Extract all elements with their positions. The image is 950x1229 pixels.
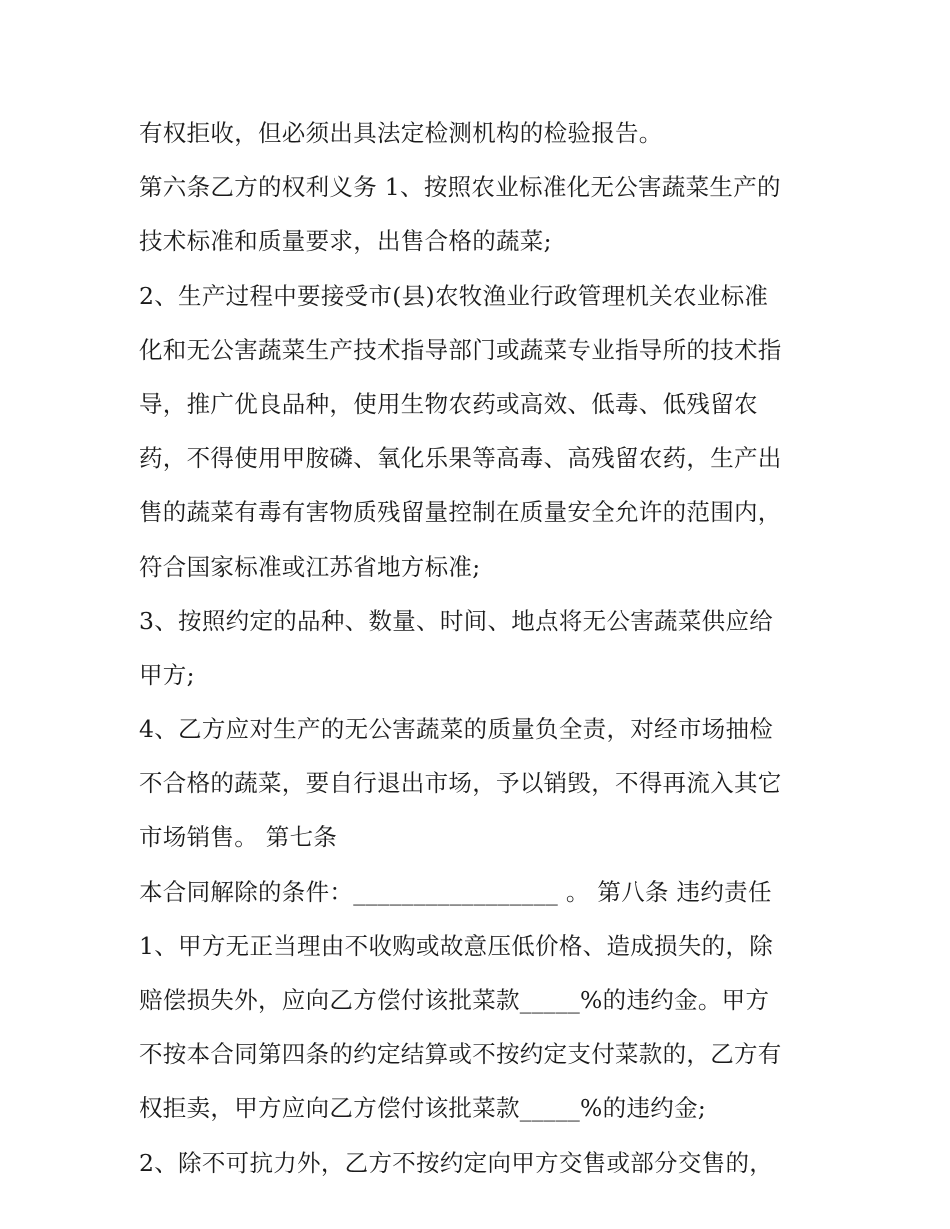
text-line: 甲方; — [139, 660, 195, 689]
text-line: 权拒卖，甲方应向乙方偿付该批菜款_____%的违约金; — [139, 1094, 707, 1123]
text-line: 1、甲方无正当理由不收购或故意压低价格、造成损失的，除 — [139, 931, 774, 960]
text-line: 4、乙方应对生产的无公害蔬菜的质量负全责，对经市场抽检 — [139, 715, 774, 744]
text-line: 售的蔬菜有毒有害物质残留量控制在质量安全允许的范围内， — [139, 498, 782, 527]
contract-text — [139, 106, 829, 1190]
text-line: 不合格的蔬菜，要自行退出市场，予以销毁，不得再流入其它 — [139, 769, 782, 798]
text-line: 市场销售。 第七条 — [139, 823, 338, 852]
text-line: 2、除不可抗力外，乙方不按约定向甲方交售或部分交售的， — [139, 1148, 774, 1177]
text-line: 赔偿损失外，应向乙方偿付该批菜款_____%的违约金。甲方 — [139, 986, 770, 1014]
text-line: 导，推广优良品种，使用生物农药或高效、低毒、低残留农 — [139, 389, 758, 418]
text-line: 技术标准和质量要求，出售合格的蔬菜; — [139, 227, 552, 256]
text-line: 本合同解除的条件：_________________ 。 第八条 违约责任 — [139, 877, 772, 906]
text-line: 化和无公害蔬菜生产技术指导部门或蔬菜专业指导所的技术指 — [139, 335, 782, 364]
text-line: 不按本合同第四条的约定结算或不按约定支付菜款的，乙方有 — [139, 1040, 782, 1069]
text-line: 3、按照约定的品种、数量、时间、地点将无公害蔬菜供应给 — [139, 606, 774, 635]
text-line: 药，不得使用甲胺磷、氧化乐果等高毒、高残留农药，生产出 — [139, 444, 782, 473]
text-line: 第六条乙方的权利义务 1、按照农业标准化无公害蔬菜生产的 — [139, 173, 781, 202]
text-line: 2、生产过程中要接受市(县)农牧渔业行政管理机关农业标准 — [139, 281, 769, 310]
text-line: 有权拒收，但必须出具法定检测机构的检验报告。 — [139, 119, 663, 147]
text-line: 符合国家标准或江苏省地方标准; — [139, 552, 481, 581]
